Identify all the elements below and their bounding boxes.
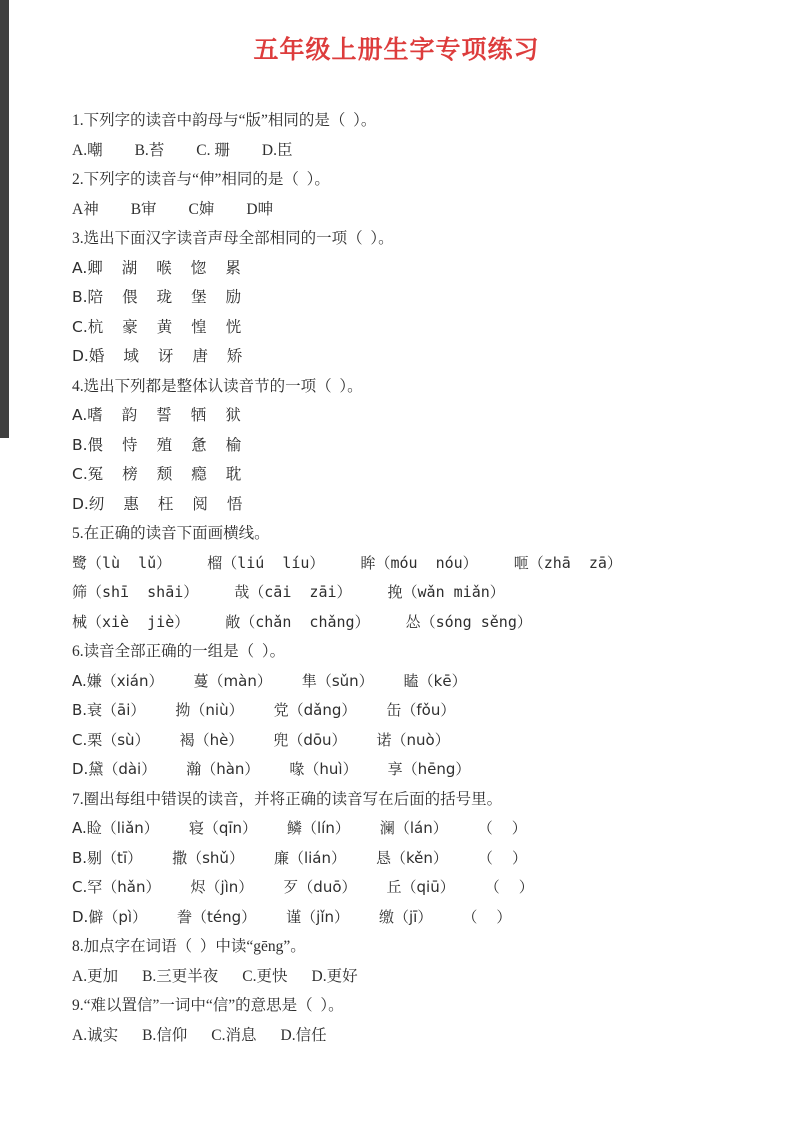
text-segment: 6.读音全部正确的一组是（ ）。 <box>72 643 286 660</box>
text-segment: 唐 <box>192 347 208 365</box>
text-segment: 誊（téng） <box>177 907 257 926</box>
text-segment: 歹（duō） <box>283 878 357 896</box>
text-segment: 挽（wǎn miǎn） <box>387 583 505 601</box>
text-segment: D.纫 <box>72 494 105 513</box>
text-segment: 缶（fǒu） <box>386 701 456 719</box>
text-segment: 瞌（kē） <box>403 671 467 690</box>
text-segment: 9.“难以置信”一词中“信”的意思是（ ）。 <box>72 997 344 1014</box>
doc-line <box>72 401 763 431</box>
text-segment: 狱 <box>225 406 241 424</box>
text-segment: B审 <box>130 200 157 218</box>
text-segment: A.嘲 <box>72 141 103 159</box>
doc-line <box>72 844 763 874</box>
text-segment: 谨（jǐn） <box>286 907 349 926</box>
text-segment: 偎 <box>122 288 138 306</box>
text-segment: A.诚实 <box>72 1026 119 1044</box>
text-segment: 鳞（lín） <box>287 819 350 837</box>
text-segment: 8.加点字在词语（ ）中读“gēng”。 <box>72 938 306 955</box>
text-segment: 兜（dōu） <box>273 730 347 749</box>
text-segment: 5.在正确的读音下面画横线。 <box>72 525 270 542</box>
text-segment: 讶 <box>157 347 174 365</box>
text-segment: 耽 <box>225 465 242 483</box>
text-segment: 诺（nuò） <box>376 730 450 749</box>
doc-line <box>72 283 763 313</box>
text-segment: 丘（qiū） <box>386 878 455 896</box>
text-segment: A神 <box>72 200 99 218</box>
text-segment: A.更加 <box>72 967 119 985</box>
doc-line <box>72 962 763 992</box>
text-segment: 殖 <box>156 435 173 454</box>
text-segment: D.信任 <box>280 1026 327 1044</box>
text-segment: D.婚 <box>72 347 105 365</box>
doc-line <box>72 814 763 844</box>
doc-line <box>72 342 763 372</box>
text-segment: C.消息 <box>211 1026 257 1044</box>
text-segment: 湖 <box>121 258 138 277</box>
text-segment: 寝（qīn） <box>188 819 258 837</box>
text-segment: C.更快 <box>242 967 288 985</box>
text-segment: 豪 <box>122 317 138 336</box>
doc-line <box>72 696 763 726</box>
document-body <box>72 106 763 1050</box>
text-segment: 怂（sóng sěng） <box>405 612 532 631</box>
doc-line <box>72 490 763 520</box>
page-title: 五年级上册生字专项练习 <box>253 35 540 64</box>
text-segment: C.冤 <box>72 465 104 483</box>
text-segment: 咂（zhā zā） <box>513 553 622 572</box>
doc-line <box>72 1021 763 1051</box>
text-segment: 蔓（màn） <box>193 671 272 690</box>
text-segment: B.苔 <box>134 141 165 159</box>
text-segment: 域 <box>123 347 139 365</box>
text-segment: C.栗（sù） <box>72 730 150 749</box>
text-segment: 珑 <box>156 288 173 306</box>
text-segment: C.杭 <box>72 317 104 336</box>
text-segment: 励 <box>225 288 242 306</box>
text-segment: 黄 <box>156 317 173 336</box>
text-segment: 1.下列字的读音中韵母与“版”相同的是（ ）。 <box>72 112 377 129</box>
doc-line <box>72 431 763 461</box>
text-segment: 哉（cāi zāi） <box>234 583 352 601</box>
text-segment: （ ） <box>462 907 512 926</box>
text-segment: C.罕（hǎn） <box>72 878 161 896</box>
text-segment: （ ） <box>477 848 527 867</box>
text-segment: 党（dǎng） <box>273 701 357 719</box>
text-segment: 褐（hè） <box>179 730 244 749</box>
text-segment: D.更好 <box>311 967 358 985</box>
text-segment: 械（xiè jiè） <box>72 612 190 631</box>
doc-line <box>72 372 763 402</box>
text-segment: 2.下列字的读音与“伸”相同的是（ ）。 <box>72 171 330 188</box>
text-segment: 廉（lián） <box>273 848 346 867</box>
doc-line <box>72 519 763 549</box>
text-segment: 敞（chǎn chǎng） <box>225 612 370 631</box>
text-segment: 颓 <box>156 465 173 483</box>
text-segment: 瀚（hàn） <box>186 760 260 778</box>
doc-line <box>72 932 763 962</box>
text-segment: 矫 <box>226 347 243 365</box>
text-segment: 恳（kěn） <box>376 848 448 867</box>
text-segment: D.黛（dài） <box>72 760 157 778</box>
text-segment: 撒（shǔ） <box>172 848 244 867</box>
text-segment: 累 <box>225 258 241 277</box>
text-segment: 隼（sǔn） <box>301 671 374 690</box>
text-segment: C婶 <box>188 200 215 218</box>
text-segment: 韵 <box>121 406 138 424</box>
text-segment: 拗（niù） <box>175 701 244 719</box>
text-segment: A.嫌（xián） <box>72 671 164 690</box>
text-segment: 3.选出下面汉字读音声母全部相同的一项（ ）。 <box>72 230 394 247</box>
doc-line <box>72 254 763 284</box>
text-segment: 喙（huì） <box>289 760 358 778</box>
text-segment: 榆 <box>225 435 242 454</box>
text-segment: 4.选出下列都是整体认读音节的一项（ ）。 <box>72 377 363 395</box>
text-segment: 阅 <box>192 494 208 513</box>
doc-line <box>72 165 763 195</box>
text-segment: 誓 <box>156 406 172 424</box>
text-segment: D呻 <box>246 200 274 218</box>
text-segment: （ ） <box>477 819 527 837</box>
doc-line <box>72 578 763 608</box>
doc-line <box>72 991 763 1021</box>
doc-line <box>72 726 763 756</box>
doc-line <box>72 106 763 136</box>
doc-line <box>72 873 763 903</box>
text-segment: 7.圈出每组中错误的读音，并将正确的读音写在后面的括号里。 <box>72 790 503 808</box>
text-segment: A.卿 <box>72 258 103 277</box>
text-segment: B.信仰 <box>142 1026 188 1044</box>
doc-line <box>72 667 763 697</box>
doc-line <box>72 755 763 785</box>
text-segment: 惠 <box>123 494 139 513</box>
text-segment: 恍 <box>225 317 242 336</box>
text-segment: 筛（shī shāi） <box>72 583 199 601</box>
text-segment: 牺 <box>190 406 207 424</box>
text-segment: 惫 <box>191 435 207 454</box>
doc-line <box>72 224 763 254</box>
text-segment: 瘾 <box>191 465 207 483</box>
doc-line <box>72 549 763 579</box>
text-segment: 享（hēng） <box>387 760 471 778</box>
doc-line <box>72 313 763 343</box>
doc-line <box>72 785 763 815</box>
text-segment: 眸（móu nóu） <box>360 553 478 572</box>
doc-line <box>72 136 763 166</box>
doc-line <box>72 608 763 638</box>
text-segment: 烬（jìn） <box>190 878 254 896</box>
text-segment: 枉 <box>157 494 174 513</box>
text-segment: D.僻（pì） <box>72 907 148 926</box>
text-segment: B.三更半夜 <box>142 967 219 985</box>
text-segment: 榴（liú líu） <box>207 553 325 572</box>
doc-line <box>72 195 763 225</box>
text-segment: 惚 <box>190 258 207 277</box>
text-segment: A.睑（liǎn） <box>72 819 159 837</box>
text-segment: 鹭（lù lǔ） <box>72 553 172 572</box>
doc-line <box>72 637 763 667</box>
text-segment: 缴（jī） <box>379 907 433 926</box>
text-segment: 悟 <box>226 494 243 513</box>
text-segment: （ ） <box>484 878 534 896</box>
doc-line <box>72 903 763 933</box>
text-segment: B.偎 <box>72 435 104 454</box>
text-segment: 恃 <box>122 435 138 454</box>
text-segment: C. 珊 <box>196 141 230 159</box>
text-segment: B.剔（tī） <box>72 848 143 867</box>
text-segment: 澜（lán） <box>379 819 448 837</box>
doc-line <box>72 460 763 490</box>
text-segment: 喉 <box>156 258 172 277</box>
text-segment: D.臣 <box>261 141 293 159</box>
text-segment: B.陪 <box>72 288 104 306</box>
text-segment: A.嗜 <box>72 406 103 424</box>
text-segment: 榜 <box>122 465 138 483</box>
text-segment: 惶 <box>191 317 207 336</box>
text-segment: 堡 <box>191 288 207 306</box>
text-segment: B.衰（āi） <box>72 701 146 719</box>
